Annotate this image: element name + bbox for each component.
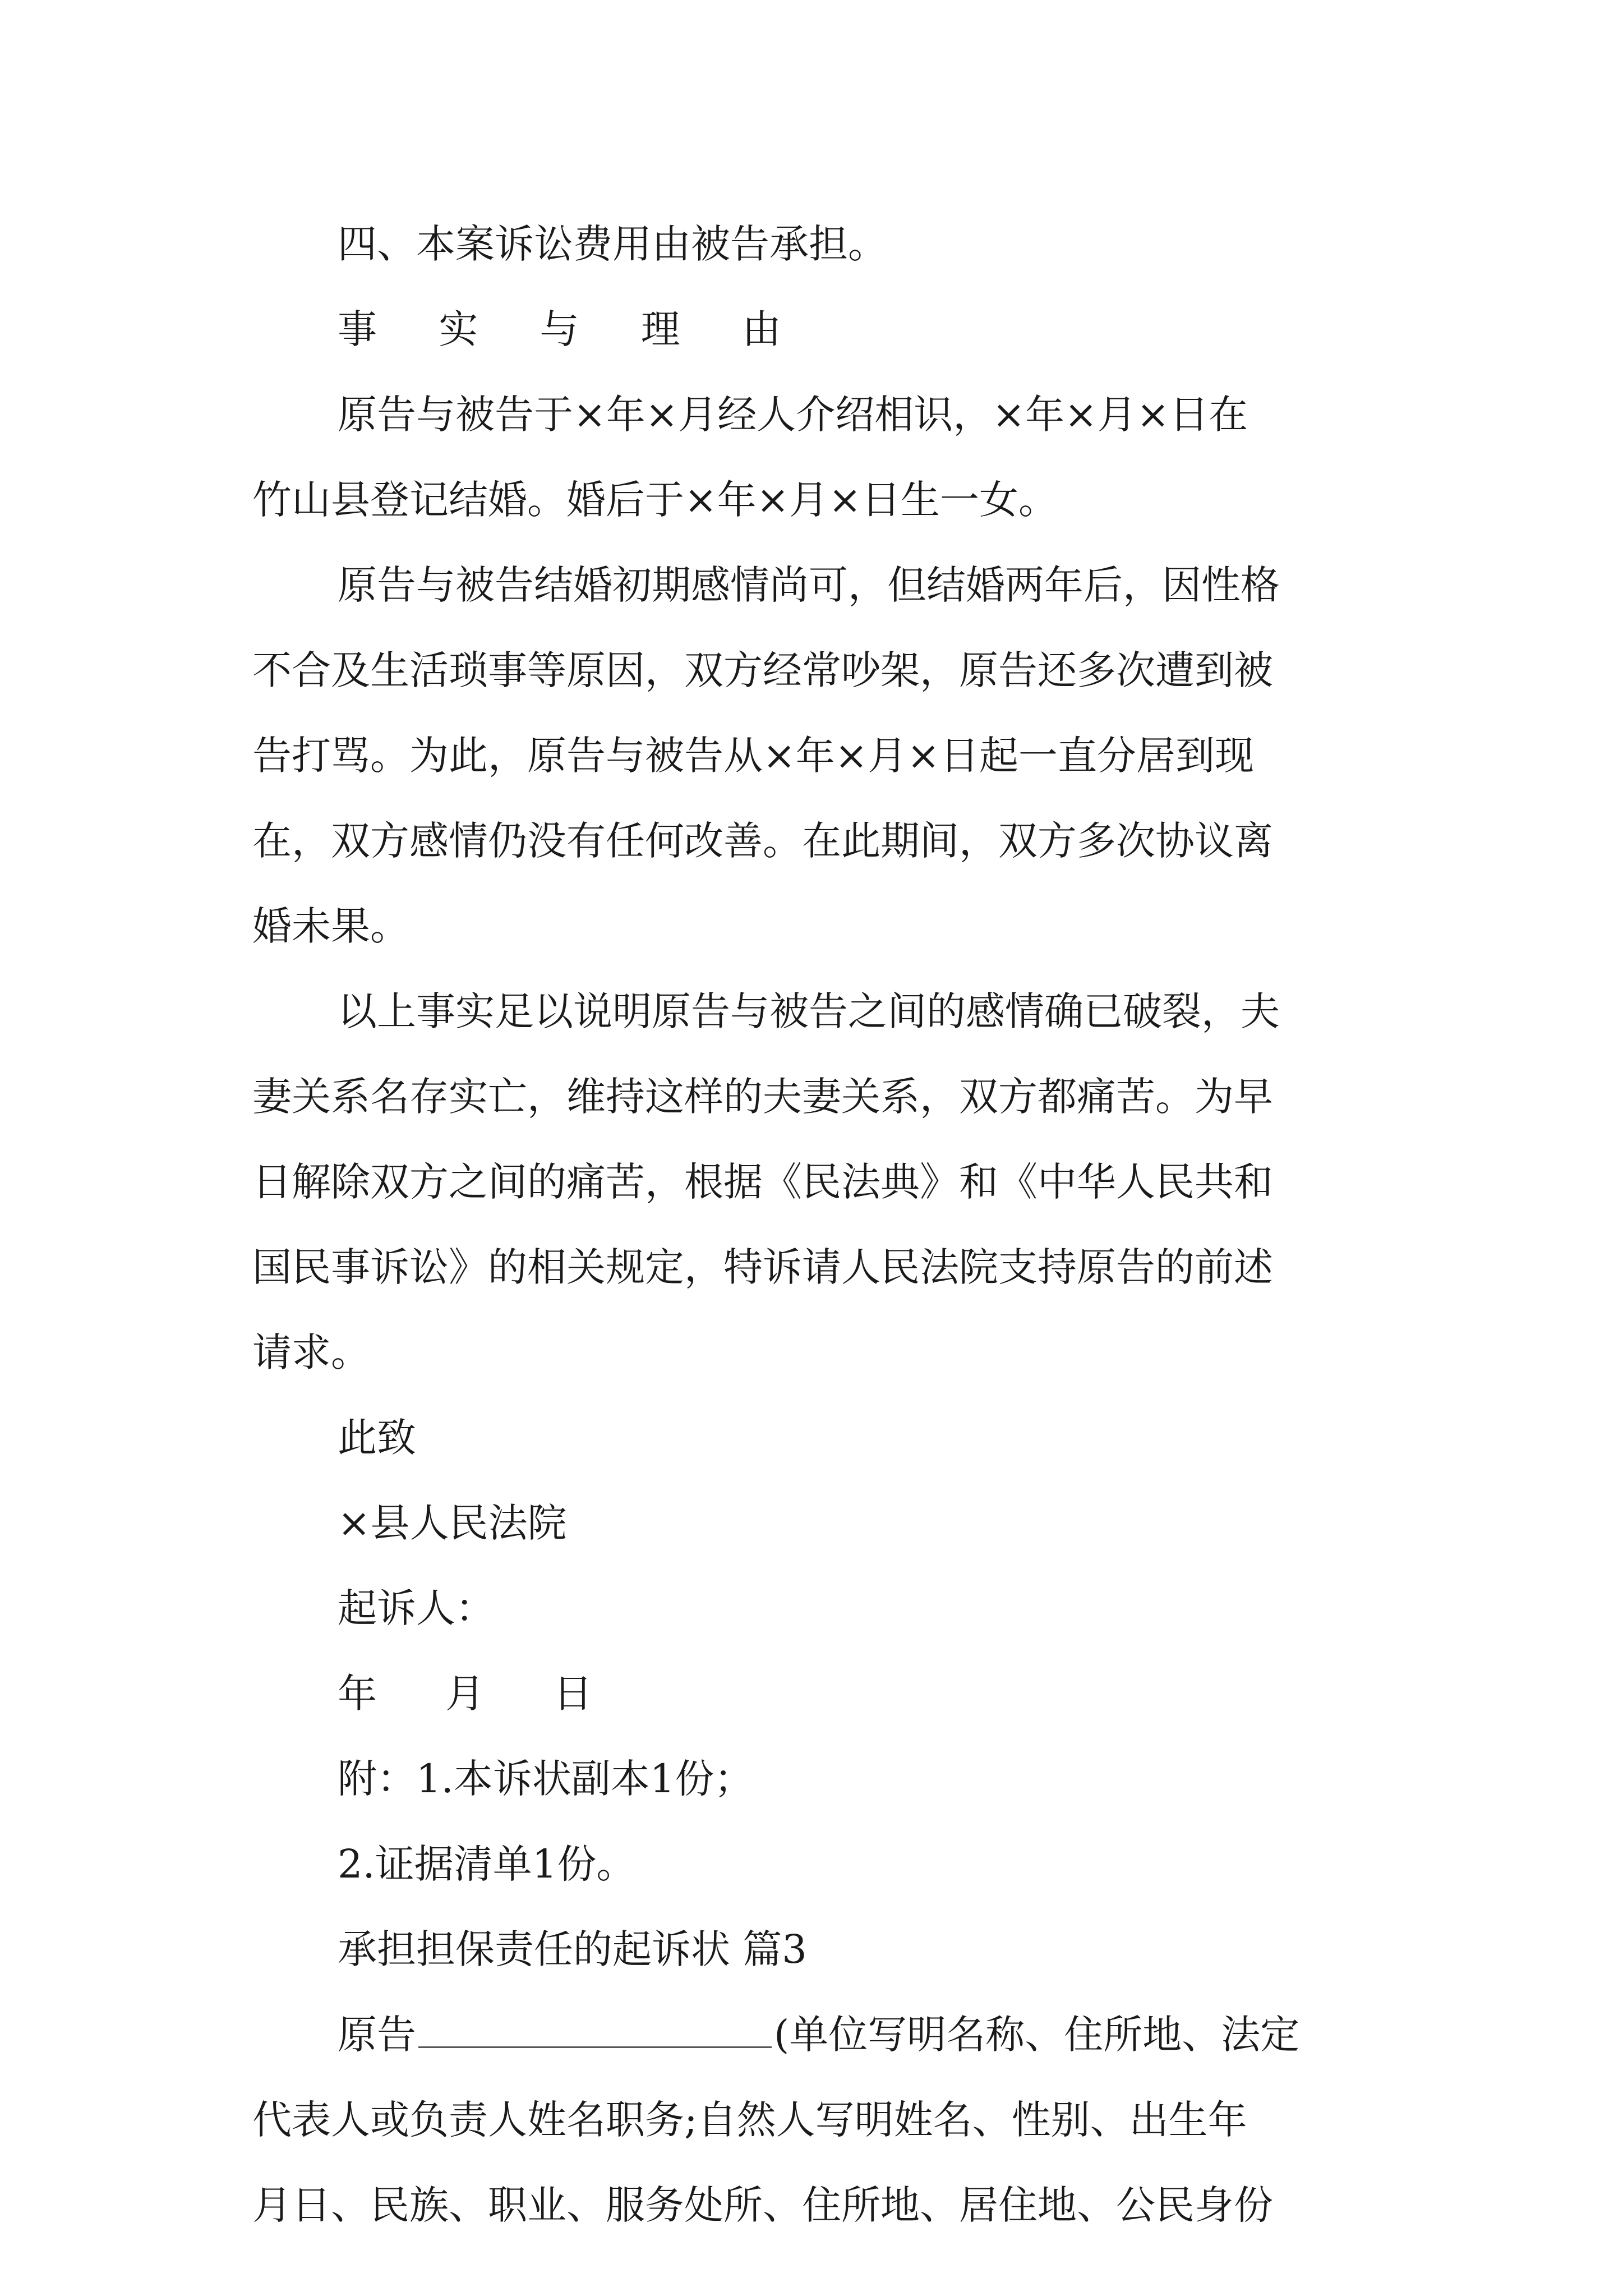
paragraph-line: 代表人或负责人姓名职务;自然人写明姓名、性别、出生年 xyxy=(252,2097,1247,2143)
paragraph-line: 原告与被告于×年×月经人介绍相识，×年×月×日在 xyxy=(338,392,1248,438)
date-month: 月 xyxy=(445,1671,485,1717)
paragraph-line: 婚未果。 xyxy=(252,903,409,949)
section-heading: 事 实 与 理 由 xyxy=(338,306,806,352)
paragraph-line: 竹山县登记结婚。婚后于×年×月×日生一女。 xyxy=(252,477,1058,523)
date-year: 年 xyxy=(338,1671,377,1717)
recipient-court: ×县人民法院 xyxy=(338,1500,567,1546)
section-title: 承担担保责任的起诉状 篇3 xyxy=(338,1926,807,1972)
paragraph-line: 原告与被告结婚初期感情尚可，但结婚两年后，因性格 xyxy=(338,562,1280,608)
attachment-line: 2.证据清单1份。 xyxy=(338,1841,636,1887)
paragraph-line: 月日、民族、职业、服务处所、住所地、居住地、公民身份 xyxy=(252,2182,1273,2228)
paragraph-line: 妻关系名存实亡，维持这样的夫妻关系，双方都痛苦。为早 xyxy=(252,1074,1273,1120)
blank-underline xyxy=(418,2010,772,2048)
paragraph-line: 不合及生活琐事等原因，双方经常吵架，原告还多次遭到被 xyxy=(252,647,1273,693)
plaintiff-instruction: (单位写明名称、住所地、法定 xyxy=(774,2012,1300,2058)
salutation: 此致 xyxy=(338,1415,416,1461)
plaintiff-label: 原告 xyxy=(338,2012,416,2058)
plaintiff-signature-label: 起诉人： xyxy=(338,1585,495,1631)
paragraph-line: 请求。 xyxy=(252,1329,370,1375)
paragraph-line: 在，双方感情仍没有任何改善。在此期间，双方多次协议离 xyxy=(252,818,1273,864)
plaintiff-line xyxy=(338,1993,1375,2077)
paragraph-line: 以上事实足以说明原告与被告之间的感情确已破裂，夫 xyxy=(338,988,1280,1034)
paragraph-line: 四、本案诉讼费用由被告承担。 xyxy=(338,221,887,267)
paragraph-line: 日解除双方之间的痛苦，根据《民法典》和《中华人民共和 xyxy=(252,1159,1273,1205)
paragraph-line: 国民事诉讼》的相关规定，特诉请人民法院支持原告的前述 xyxy=(252,1244,1273,1290)
attachment-line: 附：1.本诉状副本1份； xyxy=(338,1756,754,1802)
paragraph-line: 告打骂。为此，原告与被告从×年×月×日起一直分居到现 xyxy=(252,733,1254,779)
date-line xyxy=(338,1651,1375,1736)
date-day: 日 xyxy=(553,1671,593,1717)
